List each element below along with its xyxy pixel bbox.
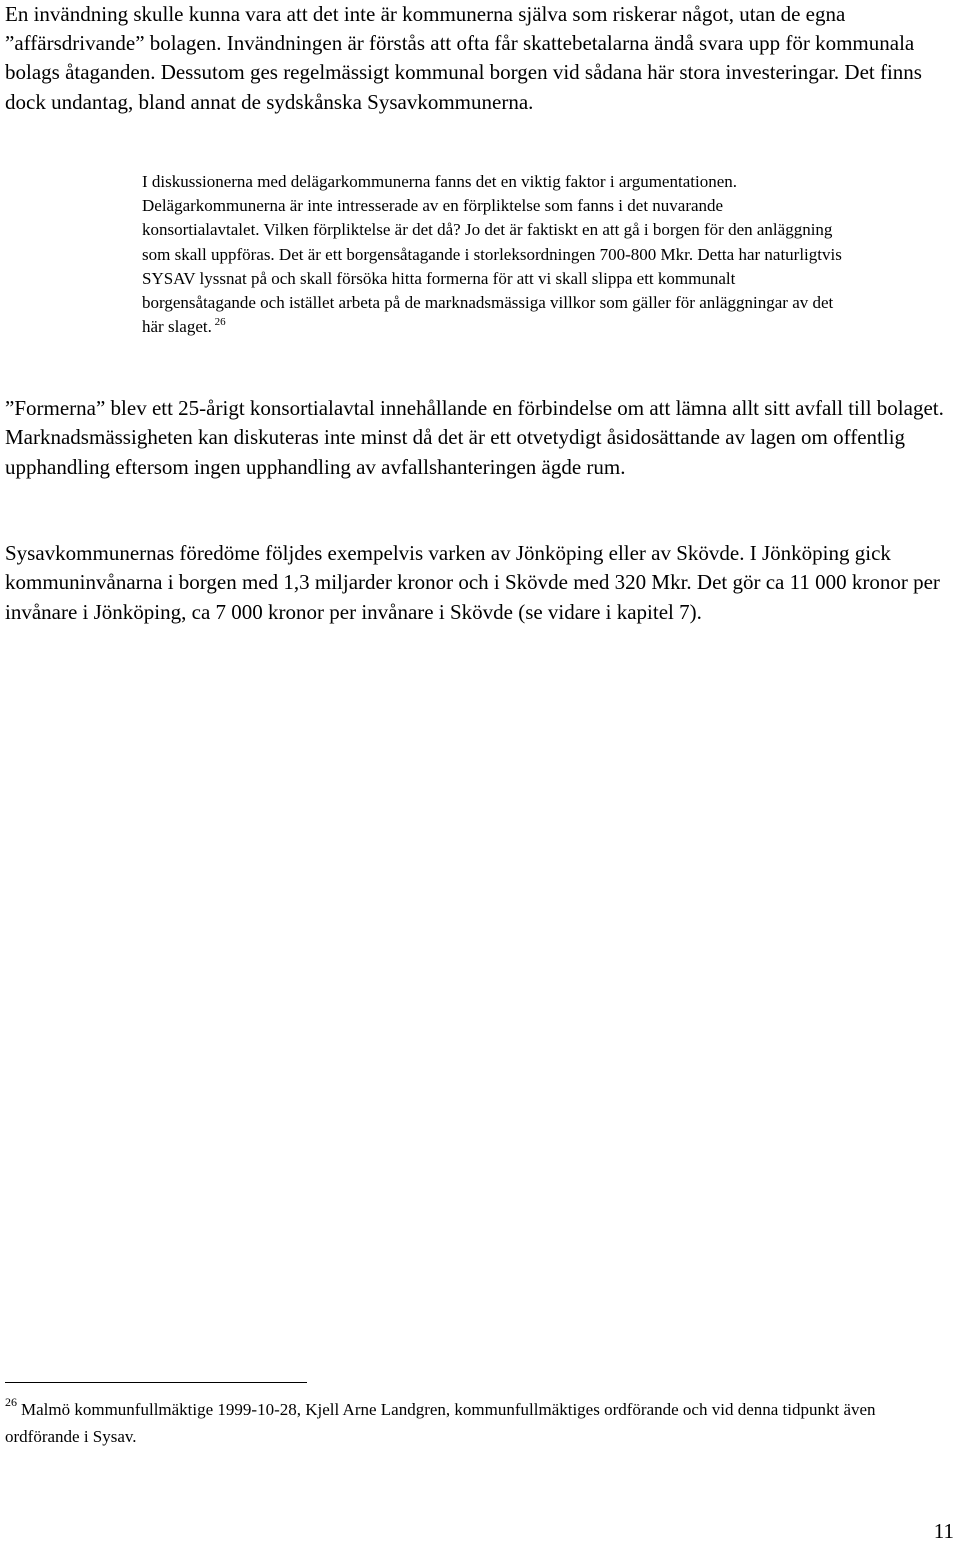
footnote bbox=[5, 1396, 945, 1450]
footnote-number: 26 bbox=[5, 1395, 17, 1409]
footnote-text: Malmö kommunfullmäktige 1999-10-28, Kjell Arne Landgren, kommunfullmäktiges ordförande och vid denna tidpunkt även ordförande i Sysav. bbox=[5, 1400, 876, 1446]
body-paragraph-2: ”Formerna” blev ett 25-årigt konsortialavtal innehållande en förbindelse om att lämna allt sitt avfall till bolaget. Marknadsmässigheten kan diskuteras inte minst då det är ett otvetydigt åsidosättande av lagen om offentlig upphandling eftersom ingen upphandling av avfallshanteringen ägde rum. bbox=[5, 396, 944, 479]
block-quote bbox=[142, 170, 842, 339]
footnote-reference-number: 26 bbox=[214, 316, 226, 329]
page-number: 11 bbox=[933, 1519, 954, 1543]
body-paragraph-3: Sysavkommunernas föredöme följdes exempelvis varken av Jönköping eller av Skövde. I Jönköping gick kommuninvånarna i borgen med 1,3 miljarder kronor och i Skövde med 320 Mkr. Det gör ca 11 000 kronor per invånare i Jönköping, ca 7 000 kronor per invånare i Skövde (se vidare i kapitel 7). bbox=[5, 541, 940, 624]
block-quote-text: I diskussionerna med delägarkommunerna fanns det en viktig faktor i argumentationen. Delägarkommunerna är inte intresserade av en förpliktelse som fanns i det nuvarande konsortialavtalet. Vilken förpliktelse är det då? Jo det är faktiskt en att gå i borgen för den anläggning som skall uppföras. Det är ett borgensåtagande i storleksordningen 700-800 Mkr. Detta har naturligtvis SYSAV lyssnat på och skall försöka hitta formerna för att vi skall slippa ett kommunalt borgensåtagande och istället arbeta på de marknadsmässiga villkor som gäller för anläggningar av det här slaget. bbox=[142, 172, 842, 337]
footnote-reference bbox=[212, 316, 226, 328]
footnote-separator bbox=[5, 1382, 307, 1383]
body-paragraph-1: En invändning skulle kunna vara att det inte är kommunerna själva som riskerar något, utan de egna ”affärsdrivande” bolagen. Invändningen är förstås att ofta får skattebetalarna ändå svara upp för kommunala bolags åtaganden. Dessutom ges regelmässigt kommunal borgen vid sådana här stora investeringar. Det finns dock undantag, bland annat de sydskånska Sysavkommunerna. bbox=[5, 2, 922, 114]
